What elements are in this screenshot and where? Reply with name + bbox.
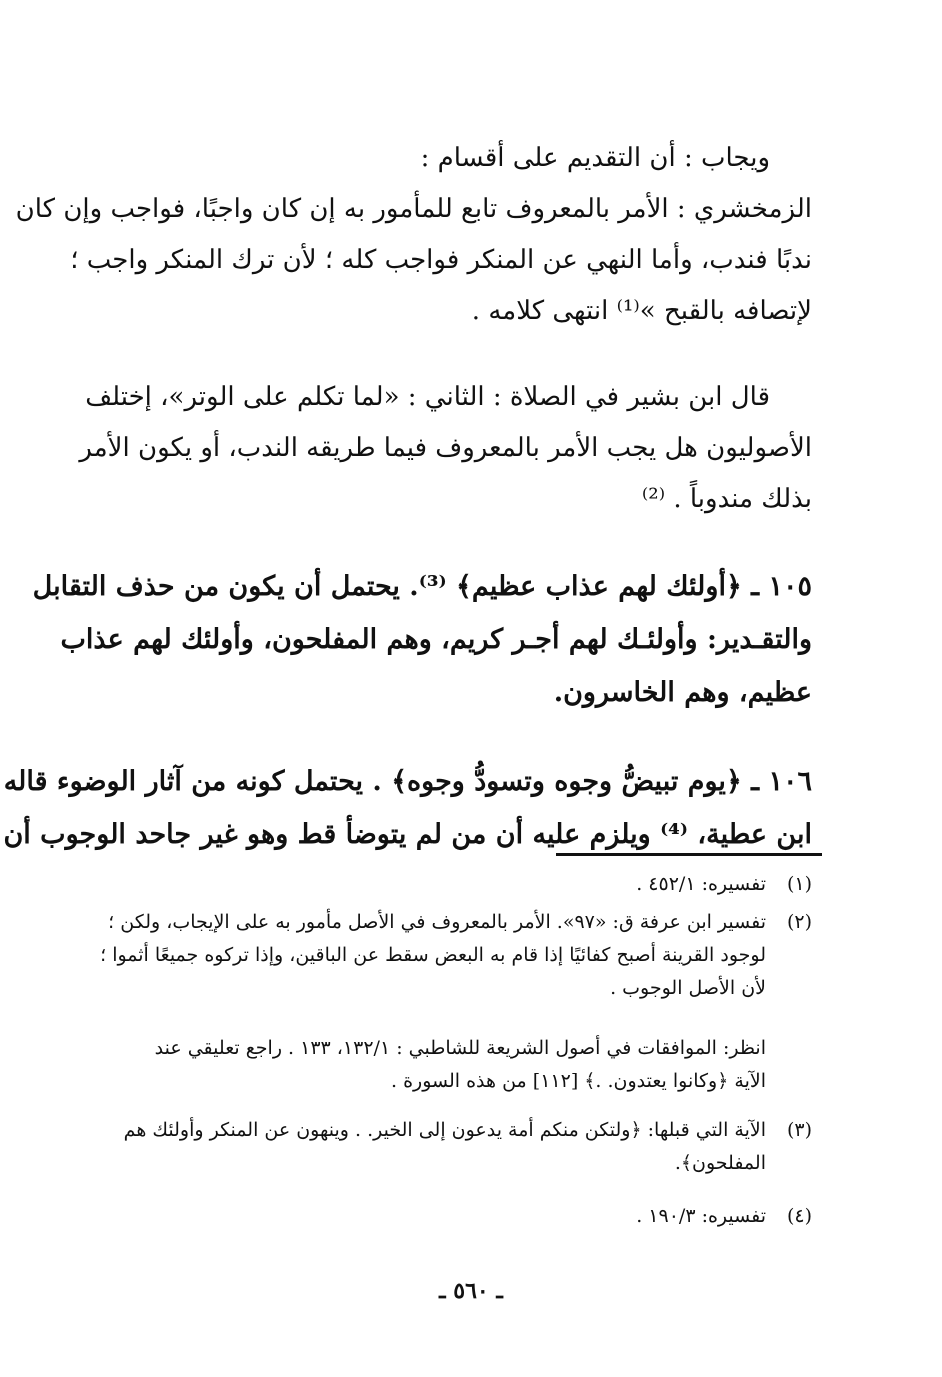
text-line: والتقـدير: وأولئـك لهم أجـر كريم، وهم المفلحون، وأولئك لهم عذاب: [60, 624, 812, 655]
text-line: الزمخشري : الأمر بالمعروف تابع للمأمور به إن كان واجبًا، فواجب وإن كان: [15, 194, 812, 224]
footnote-text: انظر: الموافقات في أصول الشريعة للشاطبي : ١٣٢/١، ١٣٣ . راجع تعليقي عند: [154, 1037, 766, 1059]
text-line: عظيم، وهم الخاسرون.: [553, 677, 812, 708]
text-line: قال ابن بشير في الصلاة : الثاني : «لما تكلم على الوتر»، إختلف: [85, 382, 770, 412]
footnote-text: الآية ﴿وكانوا يعتدون. .﴾ [١١٢] من هذه السورة .: [391, 1070, 766, 1092]
footnote-separator: [556, 853, 822, 856]
page-number: ـ ٥٦٠ ـ: [439, 1278, 503, 1304]
footnote-text: لوجود القرينة أصبح كفائيًا إذا قام به البعض سقط عن الباقين، وإذا تركوه جميعًا أثموا ؛: [100, 944, 766, 966]
paragraph-ibn-bashir: [79, 372, 812, 525]
footnote-text: الآية التي قبلها: ﴿ولتكن منكم أمة يدعون إلى الخير. . وينهون عن المنكر وأولئك هم: [123, 1119, 766, 1141]
footnote-number: (٤): [786, 1205, 812, 1227]
footnote-number: (١): [786, 873, 812, 895]
paragraph-106: [3, 755, 812, 861]
paragraph-105: [32, 560, 812, 719]
text-line: ويجاب : أن التقديم على أقسام :: [420, 143, 770, 173]
footnote-1: [100, 868, 812, 901]
paragraph-zamakhshari: [15, 133, 812, 337]
text-line: ١٠٦ ـ ﴿يوم تبيضُّ وجوه وتسودُّ وجوه﴾ . يحتمل كونه من آثار الوضوء قاله: [3, 766, 812, 797]
footnote-number: (٣): [786, 1119, 812, 1141]
footnote-text: تفسير ابن عرفة ق: «٩٧». الأمر بالمعروف في الأصل مأمور به على الإيجاب، ولكن ؛: [108, 911, 766, 933]
footnote-number: (٢): [786, 911, 812, 933]
text-line: ندبًا فندب، وأما النهي عن المنكر فواجب كله ؛ لأن ترك المنكر واجب ؛: [70, 245, 812, 275]
footnote-text: تفسيره: ٤٥٢/١ .: [636, 873, 766, 895]
footnote-text: تفسيره: ١٩٠/٣ .: [636, 1205, 766, 1227]
text-line: الأصوليون هل يجب الأمر بالمعروف فيما طريقه الندب، أو يكون الأمر: [79, 433, 812, 463]
footnote-3: [100, 1114, 812, 1180]
text-line: لإتصافه بالقبح »⁽¹⁾ انتهى كلامه .: [471, 296, 812, 326]
footnote-2-continued: [100, 1032, 812, 1098]
footnote-text: لأن الأصل الوجوب .: [610, 977, 766, 999]
text-line: بذلك مندوباً . ⁽²⁾: [641, 484, 812, 514]
footnote-text: المفلحون﴾.: [674, 1152, 766, 1174]
footnote-4: [100, 1200, 812, 1233]
text-line: ابن عطية، ⁽⁴⁾ ويلزم عليه أن من لم يتوضأ قط وهو غير جاحد الوجوب أن: [3, 819, 812, 850]
footnote-2: [100, 906, 812, 1005]
text-line: ١٠٥ ـ ﴿أولئك لهم عذاب عظيم﴾ ⁽³⁾. يحتمل أن يكون من حذف التقابل: [32, 571, 812, 602]
